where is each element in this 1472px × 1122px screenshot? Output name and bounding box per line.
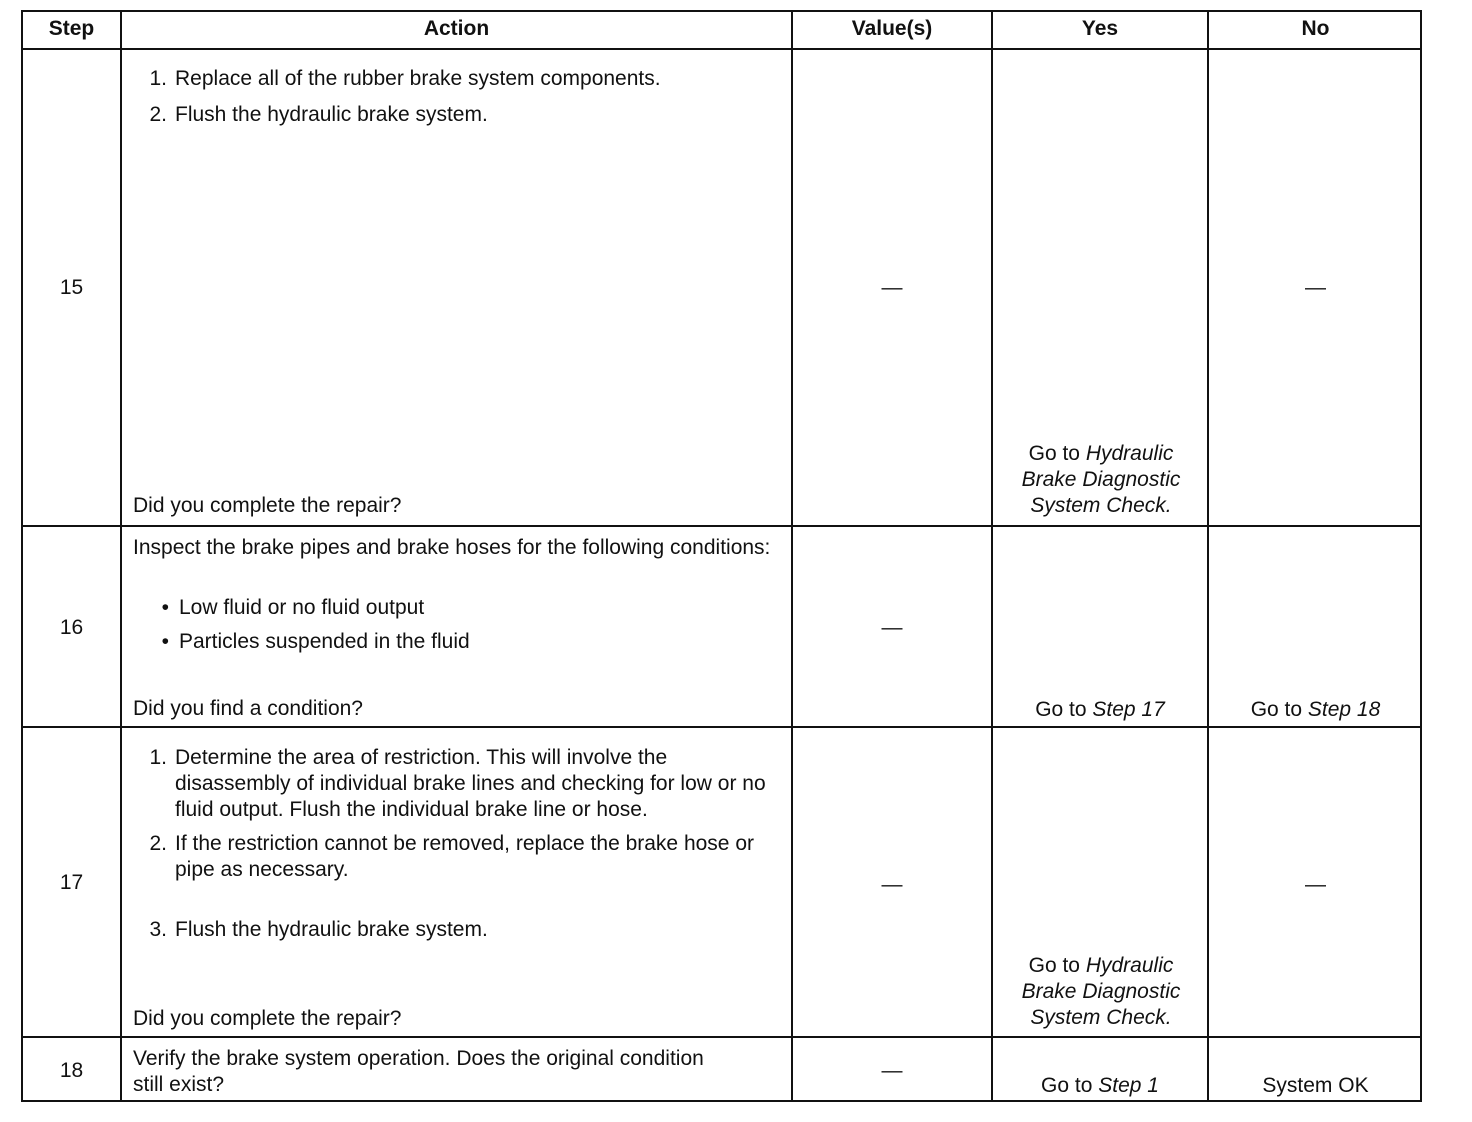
question: Did you complete the repair? (133, 1007, 402, 1030)
header-action: Action (423, 17, 490, 40)
yes-link[interactable]: Step 17 (1092, 698, 1165, 721)
header-yes: Yes (1081, 17, 1119, 40)
no-link[interactable]: Step 18 (1307, 698, 1381, 721)
no-action: — (1305, 276, 1326, 299)
step-number: 16 (59, 616, 84, 639)
step-number: 17 (59, 871, 84, 894)
yes-link[interactable]: Step 1 (1098, 1074, 1159, 1097)
bullet-item: Low fluid or no fluid output (179, 596, 425, 619)
value: — (881, 873, 903, 896)
header-step: Step (48, 17, 95, 40)
no-action: — (1305, 873, 1326, 896)
no-action: Go to Step 18 (1250, 698, 1381, 721)
action-list: 1. Determine the area of restriction. This will involve the disassembly of individual brake lines and checking for low or no fluid output. Flush the individual brake line or hose. 2. If the restriction cannot be removed, replace the brake hose or pipe as necessary. 3. Flush the hydraulic brake system. (133, 745, 783, 943)
diagnostic-table (21, 10, 1422, 1102)
action-text: Verify the brake system operation. Does the original condition still exist? (133, 1047, 704, 1096)
question: Did you complete the repair? (133, 494, 402, 517)
action-intro: Inspect the brake pipes and brake hoses for the following conditions: (133, 536, 771, 559)
value: — (881, 616, 903, 639)
header-no: No (1301, 17, 1330, 40)
yes-action: Go to Step 1 (1041, 1074, 1159, 1097)
action-item: Flush the hydraulic brake system. (175, 918, 488, 941)
yes-action: Go to Hydraulic Brake Diagnostic System Check. (1021, 954, 1181, 1029)
step-number: 15 (59, 276, 84, 299)
value: — (881, 1059, 903, 1082)
yes-link[interactable]: Hydraulic Brake Diagnostic System Check. (1021, 442, 1181, 517)
action-list: 1. Replace all of the rubber brake system components. 2. Flush the hydraulic brake system. (133, 66, 783, 128)
no-action: System OK (1262, 1074, 1369, 1097)
action-item: Flush the hydraulic brake system. (175, 103, 488, 126)
bullet-list: • Low fluid or no fluid output • Particles suspended in the fluid (133, 595, 783, 655)
question: Did you find a condition? (133, 697, 363, 720)
action-item: If the restriction cannot be removed, replace the brake hose or pipe as necessary. (175, 832, 754, 881)
action-item: Determine the area of restriction. This will involve the disassembly of individual brake lines and checking for low or no fluid output. Flush the individual brake line or hose. (175, 746, 766, 821)
value: — (881, 276, 903, 299)
bullet-item: Particles suspended in the fluid (179, 630, 470, 653)
yes-action: Go to Step 17 (1035, 698, 1165, 721)
header-values: Value(s) (851, 17, 933, 40)
step-number: 18 (59, 1059, 84, 1082)
action-item: Replace all of the rubber brake system components. (175, 67, 661, 90)
yes-action: Go to Hydraulic Brake Diagnostic System Check. (1021, 442, 1181, 517)
yes-link[interactable]: Hydraulic Brake Diagnostic System Check. (1021, 954, 1181, 1029)
